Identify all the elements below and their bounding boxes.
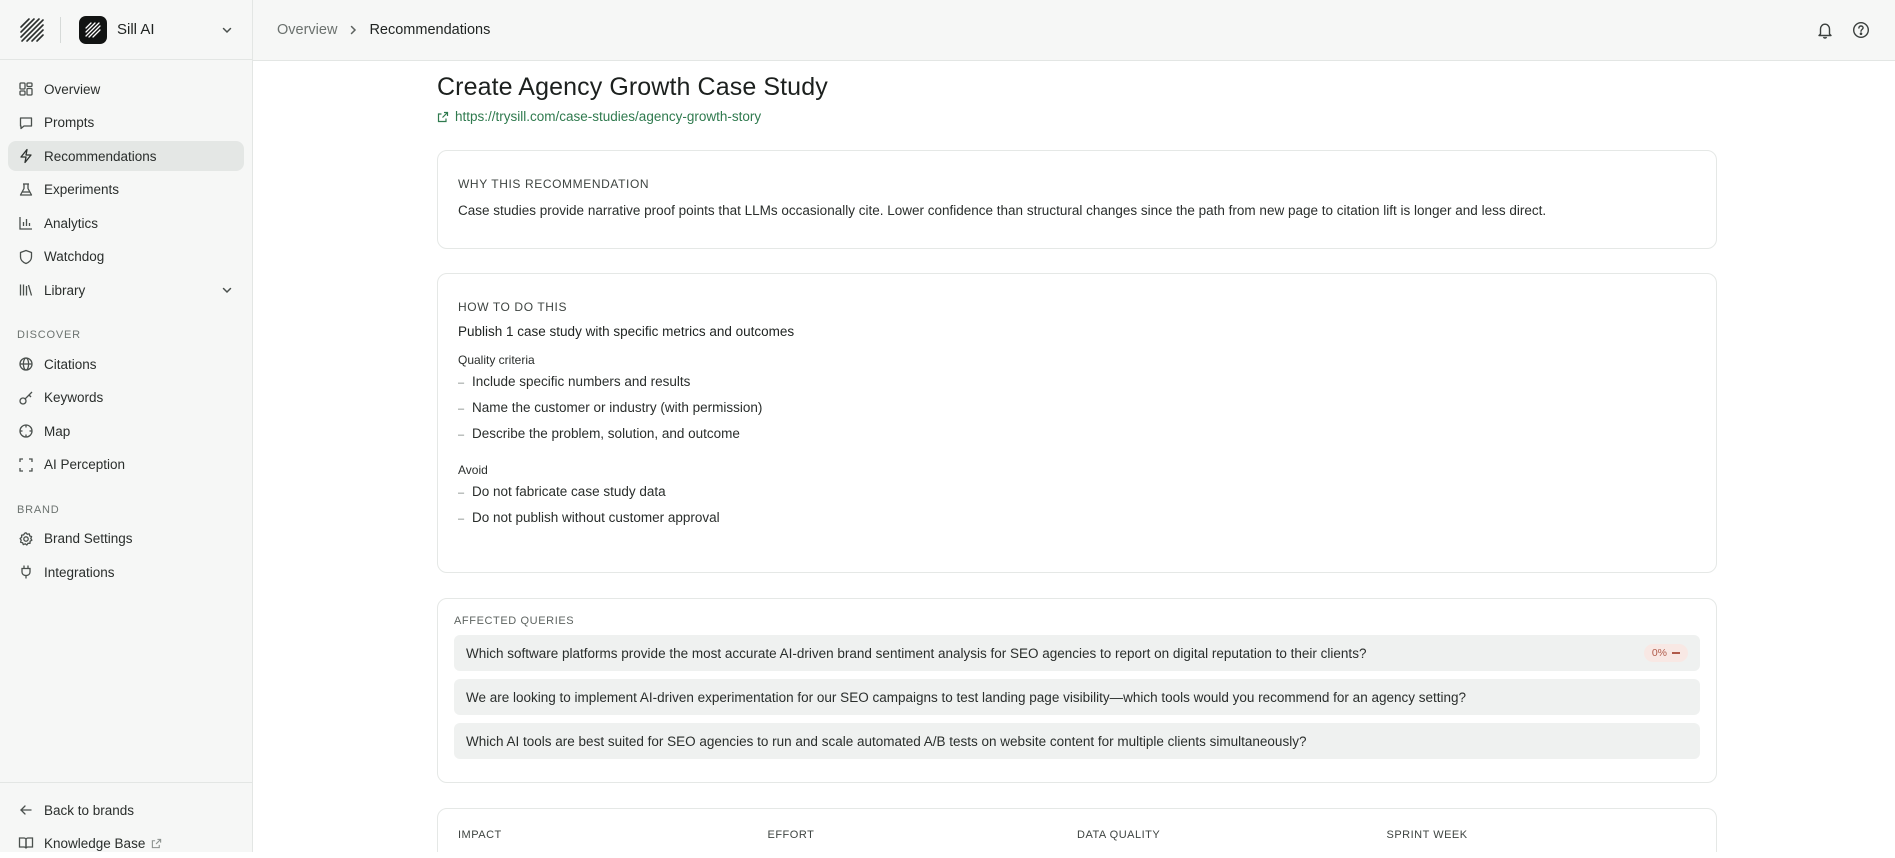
why-label: WHY THIS RECOMMENDATION <box>458 177 1696 191</box>
grid-icon <box>18 81 34 97</box>
list-item-text: Do not fabricate case study data <box>472 484 666 499</box>
how-label: HOW TO DO THIS <box>458 300 1696 314</box>
external-link-icon <box>151 838 162 849</box>
plug-icon <box>18 564 34 580</box>
visibility-value: 0% <box>1652 647 1667 659</box>
brand-avatar[interactable] <box>79 16 107 44</box>
how-card <box>437 273 1717 573</box>
bar-chart-icon <box>18 215 34 231</box>
target-url-link[interactable] <box>437 109 1717 124</box>
main-nav <box>0 60 252 587</box>
scan-icon <box>18 457 34 473</box>
main-content <box>253 61 1895 852</box>
nav-item-map[interactable] <box>8 416 244 446</box>
how-text: Publish 1 case study with specific metrics and outcomes <box>458 324 1696 339</box>
effort-label: EFFORT <box>768 829 1078 852</box>
list-item: – Describe the problem, solution, and outcome <box>458 426 1696 445</box>
query-row[interactable] <box>454 635 1700 671</box>
sidebar-footer <box>0 782 252 852</box>
nav-label: AI Perception <box>44 457 125 472</box>
chevron-down-icon[interactable] <box>220 23 234 37</box>
knowledge-base-link[interactable] <box>8 828 244 858</box>
zap-icon <box>18 148 34 164</box>
brand-name[interactable]: Sill AI <box>117 21 220 38</box>
nav-item-keywords[interactable] <box>8 383 244 413</box>
app-logo-icon[interactable] <box>18 16 46 44</box>
nav-item-prompts[interactable] <box>8 108 244 138</box>
nav-item-watchdog[interactable] <box>8 242 244 272</box>
why-card <box>437 150 1717 249</box>
data-quality-label: DATA QUALITY <box>1077 829 1387 852</box>
flask-icon <box>18 182 34 198</box>
list-item-text: Describe the problem, solution, and outcome <box>472 426 740 441</box>
nav-label: Experiments <box>44 182 119 197</box>
section-label-discover: DISCOVER <box>8 329 244 341</box>
breadcrumb-current: Recommendations <box>369 22 490 38</box>
nav-item-overview[interactable] <box>8 74 244 104</box>
nav-item-citations[interactable] <box>8 349 244 379</box>
key-icon <box>18 390 34 406</box>
list-item-text: Do not publish without customer approval <box>472 510 720 525</box>
top-actions <box>1815 20 1871 40</box>
target-url-text: https://trysill.com/case-studies/agency-growth-story <box>455 109 761 124</box>
breadcrumb-parent[interactable]: Overview <box>277 22 337 38</box>
shield-icon <box>18 249 34 265</box>
metrics-card <box>437 808 1717 852</box>
help-icon[interactable] <box>1851 20 1871 40</box>
bell-icon[interactable] <box>1815 20 1835 40</box>
nav-label: Prompts <box>44 115 94 130</box>
nav-item-ai-perception[interactable] <box>8 450 244 480</box>
nav-label: Overview <box>44 82 100 97</box>
list-item: – Name the customer or industry (with permission) <box>458 400 1696 419</box>
sidebar <box>0 0 253 852</box>
book-icon <box>18 835 34 851</box>
nav-label: Citations <box>44 357 97 372</box>
nav-label: Keywords <box>44 390 103 405</box>
globe-icon <box>18 356 34 372</box>
nav-label: Recommendations <box>44 149 157 164</box>
query-text: Which software platforms provide the most accurate AI-driven brand sentiment analysis for SEO agencies to report on digital reputation to their clients? <box>466 646 1644 661</box>
list-item: – Include specific numbers and results <box>458 374 1696 393</box>
nav-item-library[interactable] <box>8 275 244 305</box>
nav-item-integrations[interactable] <box>8 557 244 587</box>
page-title: Create Agency Growth Case Study <box>437 73 1717 102</box>
nav-label: Watchdog <box>44 249 104 264</box>
query-text: Which AI tools are best suited for SEO agencies to run and scale automated A/B tests on website content for multiple clients simultaneously? <box>466 734 1688 749</box>
arrow-left-icon <box>18 802 34 818</box>
list-item-text: Include specific numbers and results <box>472 374 690 389</box>
nav-item-recommendations[interactable] <box>8 141 244 171</box>
nav-label: Back to brands <box>44 803 134 818</box>
crosshair-icon <box>18 423 34 439</box>
nav-label: Map <box>44 424 70 439</box>
nav-item-experiments[interactable] <box>8 175 244 205</box>
brand-switcher-bar <box>0 0 252 60</box>
nav-item-analytics[interactable] <box>8 208 244 238</box>
sprint-week-label: SPRINT WEEK <box>1387 829 1697 852</box>
nav-label: Integrations <box>44 565 115 580</box>
impact-label: IMPACT <box>458 829 768 852</box>
list-item: – Do not publish without customer approval <box>458 510 1696 529</box>
section-label-brand: BRAND <box>8 504 244 516</box>
library-icon <box>18 282 34 298</box>
chevron-down-icon[interactable] <box>220 283 234 297</box>
affected-queries-label: AFFECTED QUERIES <box>454 615 1700 627</box>
chevron-right-icon <box>347 24 359 36</box>
nav-item-brand-settings[interactable] <box>8 524 244 554</box>
list-item: – Do not fabricate case study data <box>458 484 1696 503</box>
query-row[interactable] <box>454 723 1700 759</box>
message-square-icon <box>18 115 34 131</box>
nav-label: Brand Settings <box>44 531 133 546</box>
back-to-brands-link[interactable] <box>8 795 244 825</box>
recommendation-detail <box>437 61 1717 852</box>
list-item-text: Name the customer or industry (with permission) <box>472 400 762 415</box>
query-row[interactable] <box>454 679 1700 715</box>
query-text: We are looking to implement AI-driven experimentation for our SEO campaigns to test landing page visibility—which tools would you recommend for an agency setting? <box>466 690 1688 705</box>
nav-label: Library <box>44 283 220 298</box>
brand-divider <box>60 17 61 43</box>
quality-criteria-label: Quality criteria <box>458 353 1696 367</box>
gear-icon <box>18 531 34 547</box>
external-link-icon <box>437 110 451 124</box>
nav-label: Analytics <box>44 216 98 231</box>
visibility-badge <box>1644 644 1688 662</box>
top-bar <box>253 0 1895 61</box>
affected-queries-card <box>437 598 1717 783</box>
minus-icon <box>1672 652 1680 654</box>
why-text: Case studies provide narrative proof points that LLMs occasionally cite. Lower confidence than structural changes since the path from new page to citation lift is longer and less direct. <box>458 201 1696 221</box>
nav-label: Knowledge Base <box>44 836 145 851</box>
avoid-label: Avoid <box>458 463 1696 477</box>
